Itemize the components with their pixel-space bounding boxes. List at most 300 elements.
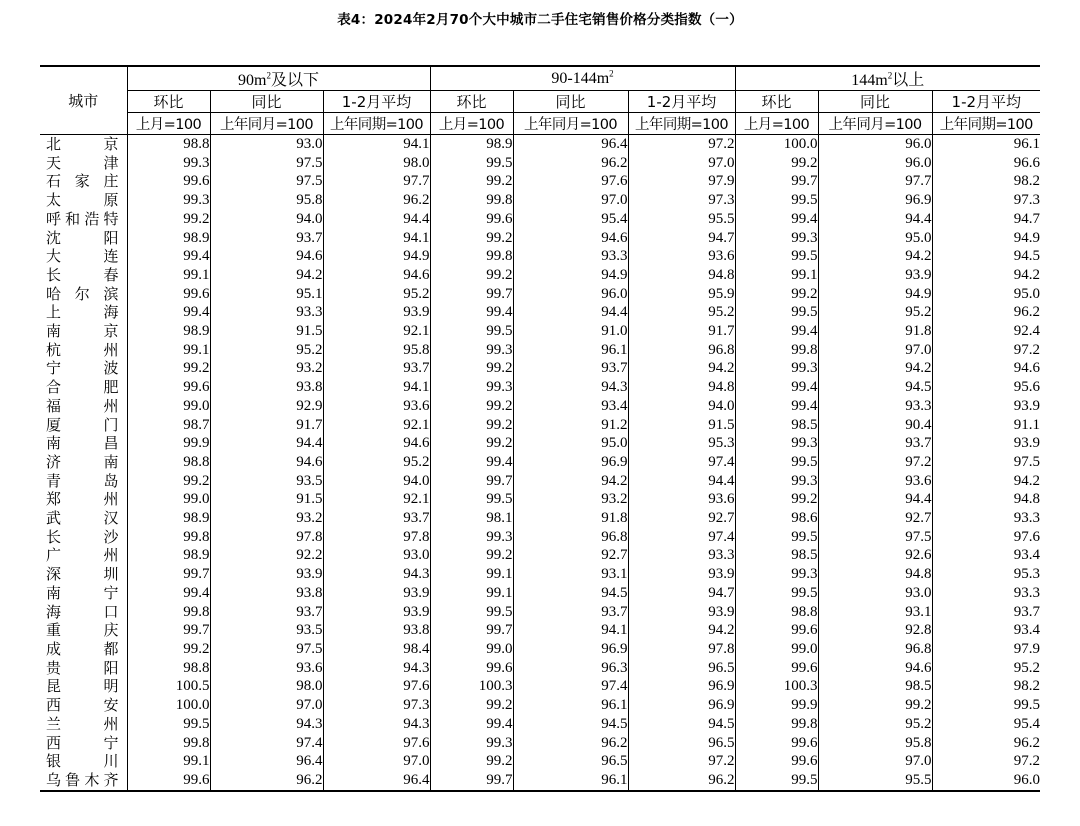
city-name: 成都 bbox=[46, 639, 119, 658]
index-value: 92.7 bbox=[628, 509, 735, 528]
index-value: 97.0 bbox=[323, 752, 430, 771]
index-value: 92.1 bbox=[323, 416, 430, 435]
index-value: 93.0 bbox=[818, 584, 932, 603]
index-value: 93.0 bbox=[323, 546, 430, 565]
index-value: 99.2 bbox=[735, 154, 818, 173]
index-value: 97.2 bbox=[818, 453, 932, 472]
index-value: 99.7 bbox=[127, 621, 210, 640]
index-value: 93.9 bbox=[628, 603, 735, 622]
index-value: 94.6 bbox=[932, 359, 1040, 378]
index-value: 99.5 bbox=[735, 453, 818, 472]
table-row bbox=[40, 640, 1040, 659]
subheader-avg: 1-2月平均 bbox=[932, 91, 1040, 113]
index-value: 93.3 bbox=[932, 509, 1040, 528]
index-value: 98.9 bbox=[127, 509, 210, 528]
index-value: 97.8 bbox=[210, 528, 323, 547]
index-value: 97.7 bbox=[818, 172, 932, 191]
index-value: 93.6 bbox=[628, 490, 735, 509]
index-value: 99.0 bbox=[735, 640, 818, 659]
index-value: 99.3 bbox=[430, 341, 513, 360]
index-value: 92.8 bbox=[818, 621, 932, 640]
table-row bbox=[40, 565, 1040, 584]
table-row bbox=[40, 341, 1040, 360]
base-label: 上月=100 bbox=[430, 113, 513, 135]
index-value: 99.2 bbox=[127, 359, 210, 378]
index-value: 96.1 bbox=[932, 135, 1040, 154]
index-value: 94.7 bbox=[628, 584, 735, 603]
index-value: 94.6 bbox=[323, 434, 430, 453]
index-value: 93.7 bbox=[210, 229, 323, 248]
index-value: 92.9 bbox=[210, 397, 323, 416]
index-value: 93.5 bbox=[210, 621, 323, 640]
index-value: 99.2 bbox=[430, 416, 513, 435]
index-value: 94.9 bbox=[513, 266, 628, 285]
index-value: 98.9 bbox=[127, 229, 210, 248]
index-value: 99.5 bbox=[735, 303, 818, 322]
table-row bbox=[40, 603, 1040, 622]
table-row bbox=[40, 546, 1040, 565]
table-row bbox=[40, 303, 1040, 322]
index-value: 99.3 bbox=[735, 359, 818, 378]
index-value: 95.9 bbox=[628, 285, 735, 304]
table-title: 表4：2024年2月70个大中城市二手住宅销售价格分类指数（一） bbox=[337, 12, 743, 28]
index-value: 94.0 bbox=[323, 472, 430, 491]
index-value: 97.3 bbox=[932, 191, 1040, 210]
index-value: 95.6 bbox=[932, 378, 1040, 397]
index-value: 96.4 bbox=[513, 135, 628, 154]
index-value: 94.2 bbox=[818, 247, 932, 266]
index-value: 99.6 bbox=[430, 210, 513, 229]
index-value: 99.1 bbox=[430, 565, 513, 584]
index-value: 94.1 bbox=[323, 135, 430, 154]
index-value: 99.1 bbox=[127, 752, 210, 771]
index-value: 98.9 bbox=[127, 322, 210, 341]
index-value: 96.8 bbox=[513, 528, 628, 547]
index-value: 99.4 bbox=[127, 303, 210, 322]
index-value: 93.1 bbox=[513, 565, 628, 584]
index-value: 99.5 bbox=[127, 715, 210, 734]
index-value: 93.4 bbox=[513, 397, 628, 416]
index-value: 100.3 bbox=[735, 677, 818, 696]
index-value: 92.1 bbox=[323, 322, 430, 341]
index-value: 99.3 bbox=[127, 154, 210, 173]
index-value: 94.0 bbox=[210, 210, 323, 229]
index-value: 97.0 bbox=[210, 696, 323, 715]
index-value: 99.4 bbox=[735, 210, 818, 229]
city-name: 上海 bbox=[46, 303, 119, 322]
table-row bbox=[40, 509, 1040, 528]
index-value: 94.6 bbox=[818, 659, 932, 678]
index-value: 95.2 bbox=[210, 341, 323, 360]
index-value: 98.5 bbox=[735, 546, 818, 565]
index-value: 96.2 bbox=[513, 154, 628, 173]
table-row bbox=[40, 490, 1040, 509]
index-value: 94.8 bbox=[628, 378, 735, 397]
city-name: 哈尔滨 bbox=[46, 284, 119, 303]
index-value: 99.3 bbox=[735, 565, 818, 584]
index-value: 93.8 bbox=[210, 584, 323, 603]
index-value: 99.2 bbox=[127, 640, 210, 659]
index-value: 98.7 bbox=[127, 416, 210, 435]
index-value: 96.9 bbox=[818, 191, 932, 210]
index-value: 94.2 bbox=[818, 359, 932, 378]
index-value: 93.4 bbox=[932, 621, 1040, 640]
index-value: 97.0 bbox=[513, 191, 628, 210]
index-value: 93.6 bbox=[210, 659, 323, 678]
table-row bbox=[40, 528, 1040, 547]
city-name: 青岛 bbox=[46, 471, 119, 490]
index-value: 99.6 bbox=[127, 378, 210, 397]
city-name: 南昌 bbox=[46, 434, 119, 453]
index-value: 99.8 bbox=[430, 191, 513, 210]
index-value: 93.9 bbox=[932, 434, 1040, 453]
index-value: 97.5 bbox=[818, 528, 932, 547]
index-value: 97.0 bbox=[628, 154, 735, 173]
table-row bbox=[40, 584, 1040, 603]
index-value: 95.3 bbox=[932, 565, 1040, 584]
index-value: 96.4 bbox=[210, 752, 323, 771]
table-row bbox=[40, 378, 1040, 397]
index-value: 99.7 bbox=[430, 621, 513, 640]
index-value: 99.2 bbox=[430, 359, 513, 378]
index-value: 99.5 bbox=[735, 191, 818, 210]
index-value: 96.2 bbox=[932, 303, 1040, 322]
index-value: 97.4 bbox=[628, 453, 735, 472]
table-row bbox=[40, 416, 1040, 435]
index-value: 99.9 bbox=[735, 696, 818, 715]
index-value: 95.4 bbox=[513, 210, 628, 229]
table-row bbox=[40, 247, 1040, 266]
index-value: 97.5 bbox=[210, 172, 323, 191]
subheader-yoy: 同比 bbox=[818, 91, 932, 113]
index-value: 92.7 bbox=[818, 509, 932, 528]
index-value: 99.4 bbox=[127, 584, 210, 603]
index-value: 98.6 bbox=[735, 509, 818, 528]
index-value: 99.1 bbox=[735, 266, 818, 285]
index-value: 94.5 bbox=[818, 378, 932, 397]
index-value: 99.2 bbox=[735, 285, 818, 304]
base-label: 上月=100 bbox=[735, 113, 818, 135]
table-row bbox=[40, 210, 1040, 229]
index-value: 96.0 bbox=[513, 285, 628, 304]
index-value: 99.2 bbox=[430, 546, 513, 565]
index-value: 99.8 bbox=[430, 247, 513, 266]
index-value: 99.8 bbox=[127, 734, 210, 753]
index-value: 93.5 bbox=[210, 472, 323, 491]
city-name: 福州 bbox=[46, 396, 119, 415]
index-value: 94.2 bbox=[628, 359, 735, 378]
subheader-avg: 1-2月平均 bbox=[628, 91, 735, 113]
city-name: 贵阳 bbox=[46, 658, 119, 677]
index-value: 94.3 bbox=[210, 715, 323, 734]
index-value: 93.8 bbox=[323, 621, 430, 640]
index-value: 94.2 bbox=[513, 472, 628, 491]
index-value: 96.4 bbox=[323, 771, 430, 791]
index-value: 95.3 bbox=[628, 434, 735, 453]
index-value: 99.2 bbox=[430, 696, 513, 715]
city-name: 乌鲁木齐 bbox=[40, 771, 127, 791]
group-header-large: $144m^2$以上 bbox=[735, 66, 1040, 91]
index-value: 96.8 bbox=[628, 341, 735, 360]
subheader-avg: 1-2月平均 bbox=[323, 91, 430, 113]
index-value: 97.2 bbox=[628, 135, 735, 154]
index-value: 94.8 bbox=[818, 565, 932, 584]
index-value: 99.4 bbox=[127, 247, 210, 266]
index-value: 94.9 bbox=[818, 285, 932, 304]
index-value: 100.3 bbox=[430, 677, 513, 696]
index-value: 97.8 bbox=[628, 640, 735, 659]
index-value: 93.2 bbox=[513, 490, 628, 509]
city-name: 南宁 bbox=[46, 583, 119, 602]
index-value: 94.5 bbox=[932, 247, 1040, 266]
city-name: 杭州 bbox=[46, 340, 119, 359]
index-value: 99.4 bbox=[430, 453, 513, 472]
group-header-small: $90m^2$及以下 bbox=[127, 66, 430, 91]
city-name: 济南 bbox=[46, 452, 119, 471]
index-value: 99.3 bbox=[127, 191, 210, 210]
city-name: 武汉 bbox=[46, 509, 119, 528]
index-value: 94.8 bbox=[628, 266, 735, 285]
table-row bbox=[40, 453, 1040, 472]
index-value: 95.4 bbox=[932, 715, 1040, 734]
index-value: 99.1 bbox=[127, 266, 210, 285]
index-value: 95.2 bbox=[932, 659, 1040, 678]
index-value: 93.3 bbox=[628, 546, 735, 565]
index-value: 97.5 bbox=[210, 154, 323, 173]
index-value: 93.0 bbox=[210, 135, 323, 154]
city-name: 北京 bbox=[46, 135, 119, 153]
index-value: 99.2 bbox=[127, 210, 210, 229]
index-value: 98.2 bbox=[932, 677, 1040, 696]
table-row bbox=[40, 266, 1040, 285]
index-value: 93.7 bbox=[818, 434, 932, 453]
index-value: 93.7 bbox=[210, 603, 323, 622]
index-value: 99.8 bbox=[735, 341, 818, 360]
index-value: 94.6 bbox=[513, 229, 628, 248]
index-value: 94.9 bbox=[932, 229, 1040, 248]
city-name: 大连 bbox=[46, 247, 119, 266]
index-value: 96.1 bbox=[513, 341, 628, 360]
table-row bbox=[40, 322, 1040, 341]
table-row bbox=[40, 397, 1040, 416]
index-value: 94.2 bbox=[932, 266, 1040, 285]
index-value: 97.3 bbox=[628, 191, 735, 210]
table-row bbox=[40, 434, 1040, 453]
index-value: 97.0 bbox=[818, 341, 932, 360]
city-name: 深圳 bbox=[46, 565, 119, 584]
index-value: 92.1 bbox=[323, 490, 430, 509]
table-row bbox=[40, 696, 1040, 715]
index-value: 99.2 bbox=[430, 229, 513, 248]
index-value: 91.8 bbox=[818, 322, 932, 341]
city-name: 西宁 bbox=[46, 733, 119, 752]
index-value: 94.2 bbox=[210, 266, 323, 285]
index-value: 96.2 bbox=[513, 734, 628, 753]
index-value: 97.8 bbox=[323, 528, 430, 547]
city-name: 兰州 bbox=[46, 714, 119, 733]
index-value: 93.9 bbox=[818, 266, 932, 285]
index-value: 96.2 bbox=[932, 734, 1040, 753]
base-label: 上年同月=100 bbox=[818, 113, 932, 135]
index-value: 96.2 bbox=[323, 191, 430, 210]
index-value: 99.5 bbox=[430, 322, 513, 341]
index-value: 96.1 bbox=[513, 696, 628, 715]
index-value: 99.5 bbox=[430, 154, 513, 173]
index-value: 99.4 bbox=[735, 397, 818, 416]
index-value: 93.9 bbox=[932, 397, 1040, 416]
base-label: 上月=100 bbox=[127, 113, 210, 135]
index-value: 98.5 bbox=[818, 677, 932, 696]
index-value: 99.0 bbox=[430, 640, 513, 659]
index-value: 99.5 bbox=[735, 528, 818, 547]
index-value: 95.0 bbox=[932, 285, 1040, 304]
index-value: 94.0 bbox=[628, 397, 735, 416]
index-value: 98.0 bbox=[323, 154, 430, 173]
base-label: 上年同期=100 bbox=[932, 113, 1040, 135]
index-value: 99.7 bbox=[127, 565, 210, 584]
index-value: 94.4 bbox=[323, 210, 430, 229]
index-value: 94.5 bbox=[513, 584, 628, 603]
index-value: 99.6 bbox=[127, 172, 210, 191]
index-value: 91.7 bbox=[628, 322, 735, 341]
index-value: 99.4 bbox=[430, 715, 513, 734]
index-value: 99.5 bbox=[932, 696, 1040, 715]
index-value: 93.9 bbox=[323, 584, 430, 603]
index-value: 99.3 bbox=[430, 378, 513, 397]
city-name: 呼和浩特 bbox=[46, 209, 119, 228]
index-value: 99.6 bbox=[735, 734, 818, 753]
index-value: 94.8 bbox=[932, 490, 1040, 509]
index-value: 93.8 bbox=[210, 378, 323, 397]
index-value: 99.1 bbox=[430, 584, 513, 603]
index-value: 94.2 bbox=[932, 472, 1040, 491]
index-value: 99.2 bbox=[430, 397, 513, 416]
index-value: 94.5 bbox=[513, 715, 628, 734]
index-value: 94.6 bbox=[210, 247, 323, 266]
city-name: 宁波 bbox=[46, 359, 119, 378]
index-value: 93.3 bbox=[818, 397, 932, 416]
index-value: 94.7 bbox=[932, 210, 1040, 229]
index-value: 100.0 bbox=[127, 696, 210, 715]
base-label: 上年同月=100 bbox=[210, 113, 323, 135]
city-name: 银川 bbox=[46, 752, 119, 771]
index-value: 97.0 bbox=[818, 752, 932, 771]
index-value: 93.9 bbox=[323, 303, 430, 322]
index-value: 97.4 bbox=[628, 528, 735, 547]
index-value: 96.6 bbox=[932, 154, 1040, 173]
city-name: 重庆 bbox=[46, 621, 119, 640]
index-value: 94.3 bbox=[323, 715, 430, 734]
index-value: 92.2 bbox=[210, 546, 323, 565]
index-value: 99.5 bbox=[735, 771, 818, 791]
index-value: 94.2 bbox=[628, 621, 735, 640]
table-row bbox=[40, 229, 1040, 248]
city-name: 南京 bbox=[46, 322, 119, 341]
index-value: 95.8 bbox=[818, 734, 932, 753]
index-value: 93.2 bbox=[210, 359, 323, 378]
table-row bbox=[40, 659, 1040, 678]
index-value: 93.1 bbox=[818, 603, 932, 622]
index-value: 99.8 bbox=[735, 715, 818, 734]
index-value: 96.9 bbox=[628, 696, 735, 715]
index-value: 92.6 bbox=[818, 546, 932, 565]
subheader-yoy: 同比 bbox=[513, 91, 628, 113]
index-value: 93.3 bbox=[513, 247, 628, 266]
index-value: 97.2 bbox=[628, 752, 735, 771]
index-value: 95.5 bbox=[628, 210, 735, 229]
subheader-mom: 环比 bbox=[430, 91, 513, 113]
index-value: 96.0 bbox=[818, 154, 932, 173]
index-value: 95.2 bbox=[818, 715, 932, 734]
subheader-mom: 环比 bbox=[127, 91, 210, 113]
subheader-mom: 环比 bbox=[735, 91, 818, 113]
index-value: 99.6 bbox=[127, 771, 210, 791]
index-value: 93.3 bbox=[210, 303, 323, 322]
index-value: 97.6 bbox=[513, 172, 628, 191]
table-row bbox=[40, 734, 1040, 753]
index-value: 91.5 bbox=[210, 490, 323, 509]
index-value: 99.2 bbox=[430, 434, 513, 453]
index-value: 96.9 bbox=[628, 677, 735, 696]
index-value: 93.6 bbox=[628, 247, 735, 266]
index-value: 94.1 bbox=[323, 378, 430, 397]
city-name: 广州 bbox=[46, 546, 119, 565]
index-value: 94.3 bbox=[323, 659, 430, 678]
index-value: 99.0 bbox=[127, 490, 210, 509]
index-value: 96.9 bbox=[513, 453, 628, 472]
index-value: 99.6 bbox=[735, 752, 818, 771]
index-value: 97.4 bbox=[210, 734, 323, 753]
base-label: 上年同期=100 bbox=[628, 113, 735, 135]
index-value: 97.7 bbox=[323, 172, 430, 191]
index-value: 94.7 bbox=[628, 229, 735, 248]
index-value: 98.2 bbox=[932, 172, 1040, 191]
index-value: 98.9 bbox=[127, 546, 210, 565]
index-value: 94.4 bbox=[513, 303, 628, 322]
index-value: 91.5 bbox=[210, 322, 323, 341]
index-value: 97.5 bbox=[932, 453, 1040, 472]
table-row bbox=[40, 677, 1040, 696]
index-value: 99.3 bbox=[735, 229, 818, 248]
index-value: 93.7 bbox=[513, 359, 628, 378]
index-value: 97.4 bbox=[513, 677, 628, 696]
index-value: 91.5 bbox=[628, 416, 735, 435]
index-value: 97.6 bbox=[932, 528, 1040, 547]
base-label: 上年同期=100 bbox=[323, 113, 430, 135]
index-value: 95.5 bbox=[818, 771, 932, 791]
index-value: 98.8 bbox=[735, 603, 818, 622]
table-row bbox=[40, 771, 1040, 791]
city-name: 太原 bbox=[46, 191, 119, 210]
index-value: 93.7 bbox=[932, 603, 1040, 622]
index-value: 94.4 bbox=[818, 210, 932, 229]
table-row bbox=[40, 359, 1040, 378]
index-value: 95.2 bbox=[323, 453, 430, 472]
table-row bbox=[40, 715, 1040, 734]
index-value: 96.5 bbox=[628, 659, 735, 678]
index-value: 95.0 bbox=[818, 229, 932, 248]
index-value: 98.8 bbox=[127, 135, 210, 154]
index-value: 94.6 bbox=[323, 266, 430, 285]
index-value: 96.0 bbox=[932, 771, 1040, 791]
index-value: 91.2 bbox=[513, 416, 628, 435]
city-name: 长春 bbox=[46, 265, 119, 284]
index-value: 94.3 bbox=[513, 378, 628, 397]
index-value: 94.1 bbox=[323, 229, 430, 248]
index-value: 96.5 bbox=[513, 752, 628, 771]
index-value: 100.0 bbox=[735, 135, 818, 154]
index-value: 99.2 bbox=[127, 472, 210, 491]
